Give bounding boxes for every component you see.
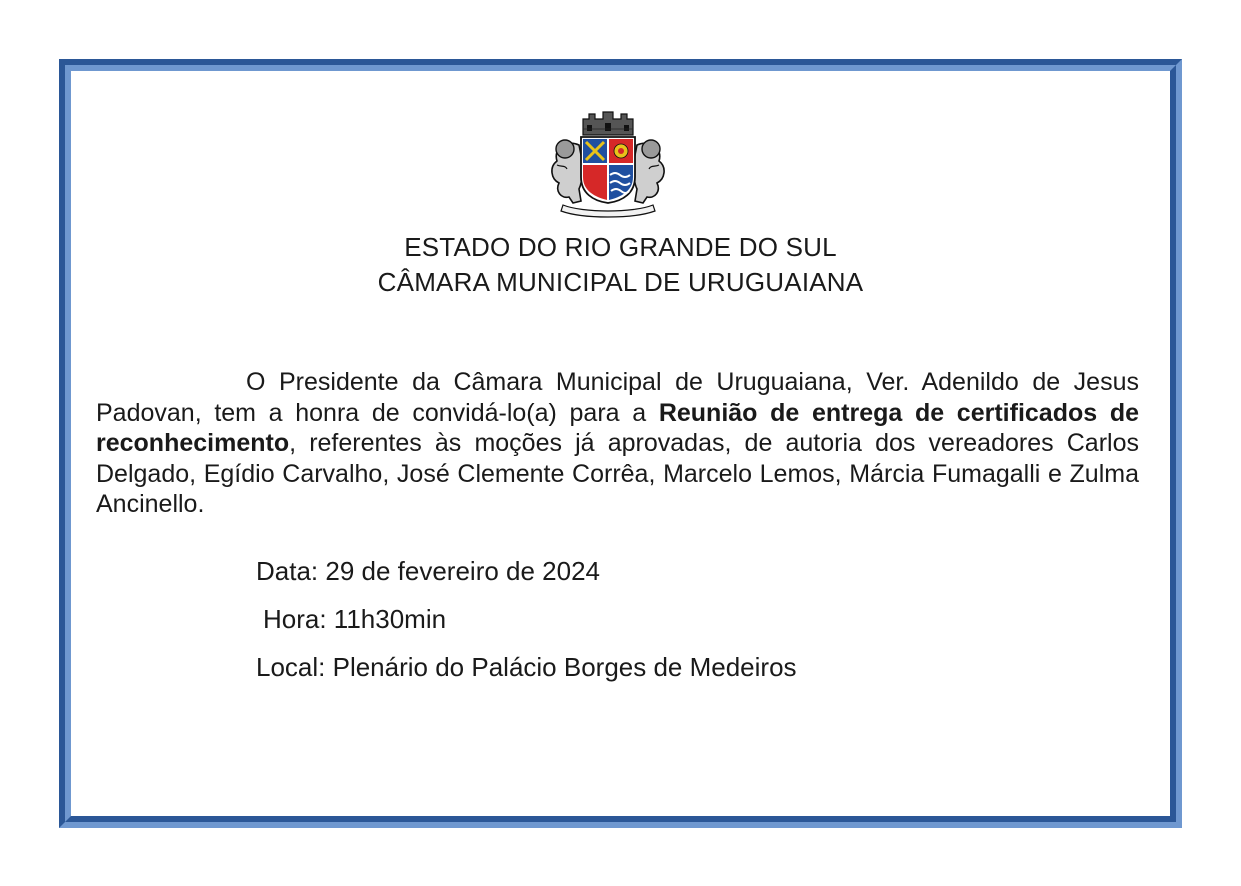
invitation-paragraph bbox=[96, 367, 1139, 520]
event-time: Hora: 11h30min bbox=[263, 604, 447, 634]
chamber-name: CÂMARA MUNICIPAL DE URUGUAIANA bbox=[377, 267, 864, 297]
municipal-coat-of-arms bbox=[543, 105, 673, 220]
invitation-event-name: Reunião de entrega de certificados de reconhecimento bbox=[96, 398, 1139, 457]
right-lion-icon bbox=[634, 140, 664, 203]
shield-icon bbox=[581, 137, 635, 203]
left-lion-icon bbox=[552, 140, 582, 203]
invitation-text-part1: O Presidente da Câmara Municipal de Uruguaiana, Ver. Adenildo de Jesus Padovan, tem a honra de convidá-lo(a) para a bbox=[96, 368, 1139, 427]
mural-crown-icon bbox=[583, 112, 633, 135]
event-date: Data: 29 de fevereiro de 2024 bbox=[256, 556, 601, 586]
event-location: Local: Plenário do Palácio Borges de Medeiros bbox=[256, 652, 797, 682]
invitation-text-part2: , referentes às moções já aprovadas, de autoria dos vereadores Carlos Delgado, Egídio Carvalho, José Clemente Corrêa, Marcelo Lemos, Márcia Fumagalli e Zulma Ancinello. bbox=[96, 429, 1139, 518]
state-name: ESTADO DO RIO GRANDE DO SUL bbox=[404, 232, 837, 262]
motto-ribbon-icon bbox=[561, 205, 655, 217]
